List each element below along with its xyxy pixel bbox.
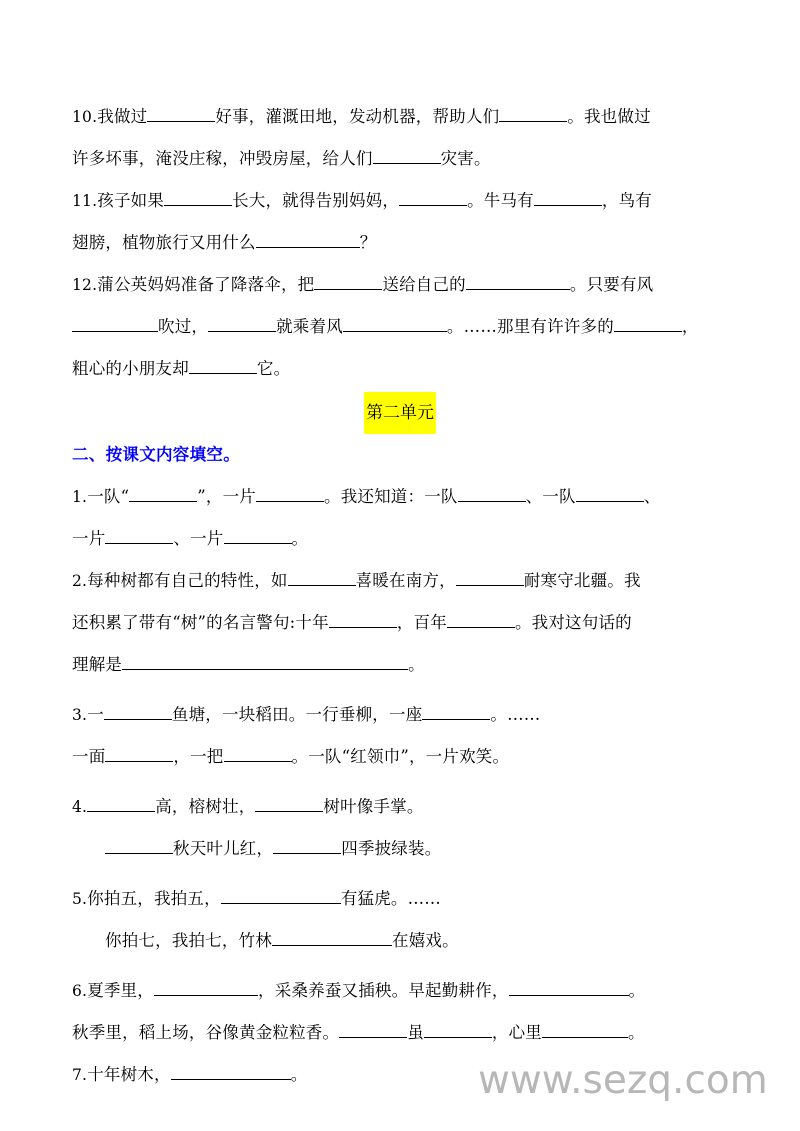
blank-field[interactable] [499, 104, 567, 122]
question-2-text-c: 耐寒守北疆。我 [523, 571, 641, 590]
spacer [72, 778, 728, 786]
question-1-text-h: 。 [291, 529, 309, 548]
question-5-text-a: 你拍五，我拍五， [87, 889, 221, 908]
watermark: www.sezq.com [478, 1058, 768, 1103]
question-11-text-e: 翅膀，植物旅行又用什么 [72, 233, 256, 252]
unit-heading: 第二单元 [364, 392, 436, 434]
question-4-line-2 [72, 828, 728, 870]
question-6-text-e: 虽 [407, 1023, 424, 1042]
question-1-line-2 [72, 518, 728, 560]
question-5-text-c: 你拍七，我拍七，竹林 [105, 931, 272, 950]
question-11-text-a: 孩子如果 [97, 191, 165, 210]
question-6-text-c: 。 [628, 981, 646, 1000]
question-3-number: 3. [72, 706, 88, 724]
blank-field[interactable] [164, 188, 232, 206]
question-12 [72, 264, 728, 390]
document-body [72, 96, 728, 1096]
spacer [72, 686, 728, 694]
question-5-line-2 [72, 920, 728, 962]
question-10-line-2 [72, 138, 728, 180]
question-11-line-1 [72, 180, 728, 222]
question-4-text-d: 四季披绿装。 [341, 839, 442, 858]
question-10-text-a: 我做过 [97, 107, 148, 126]
question-4-number: 4. [72, 798, 88, 816]
question-12-text-a: 蒲公英妈妈准备了降落伞，把 [97, 275, 315, 294]
blank-field[interactable] [288, 568, 356, 586]
question-2-line-2 [72, 602, 728, 644]
blank-field[interactable] [399, 188, 467, 206]
question-2-text-h: 。 [408, 655, 425, 674]
question-4-line-1 [72, 786, 728, 828]
question-10-text-d: 许多坏事，淹没庄稼，冲毁房屋，给人们 [72, 149, 373, 168]
question-2-text-e: ，百年 [396, 613, 447, 632]
question-2-text-b: 喜暖在南方， [355, 571, 456, 590]
question-12-text-b: 送给自己的 [382, 275, 466, 294]
question-2-text-a: 每种树都有自己的特性，如 [87, 571, 288, 590]
blank-field[interactable] [343, 314, 447, 332]
question-12-text-e: 就乘着风 [276, 317, 343, 336]
blank-field[interactable] [509, 978, 629, 996]
blank-field[interactable] [72, 314, 158, 332]
blank-field[interactable] [339, 1020, 407, 1038]
blank-field[interactable] [422, 702, 490, 720]
question-2-text-d: 还积累了带有“树”的名言警句:十年 [72, 613, 329, 632]
question-7-number: 7. [72, 1066, 88, 1084]
question-12-text-h: 粗心的小朋友却 [72, 359, 189, 378]
question-2-number: 2. [72, 572, 88, 590]
question-2-line-3 [72, 644, 728, 686]
question-11-text-c: 。牛马有 [467, 191, 534, 210]
blank-field[interactable] [614, 314, 682, 332]
question-3-line-1 [72, 694, 728, 736]
question-11-text-f: ？ [359, 233, 377, 252]
question-6-text-f: ，心里 [491, 1023, 543, 1042]
question-2-text-g: 理解是 [72, 655, 123, 674]
question-3 [72, 694, 728, 778]
blank-field[interactable] [576, 484, 644, 502]
question-12-line-1 [72, 264, 728, 306]
question-6-text-b: ，采桑养蚕又插秧。早起勤耕作， [258, 981, 509, 1000]
question-12-text-g: ， [681, 317, 699, 336]
blank-field[interactable] [87, 794, 155, 812]
unit-heading-row [72, 392, 728, 434]
blank-field[interactable] [466, 272, 570, 290]
question-10-text-c: 。我也做过 [567, 107, 651, 126]
blank-field[interactable] [208, 314, 276, 332]
blank-field[interactable] [256, 230, 360, 248]
question-1 [72, 476, 728, 560]
blank-field[interactable] [104, 702, 172, 720]
blank-field[interactable] [154, 978, 258, 996]
blank-field[interactable] [105, 526, 173, 544]
question-12-text-i: 它。 [256, 359, 291, 378]
blank-field[interactable] [424, 1020, 492, 1038]
question-10 [72, 96, 728, 180]
question-11-text-b: 长大，就得告别妈妈， [232, 191, 400, 210]
blank-field[interactable] [255, 794, 323, 812]
question-6-number: 6. [72, 982, 88, 1000]
question-1-text-f: 一片 [72, 529, 106, 548]
question-6-line-2 [72, 1012, 728, 1054]
blank-field[interactable] [458, 484, 526, 502]
blank-field[interactable] [147, 104, 215, 122]
question-2-text-f: 。我对这句话的 [514, 613, 632, 632]
blank-field[interactable] [256, 484, 324, 502]
question-3-text-d: 一面 [72, 747, 106, 766]
question-10-text-b: 好事，灌溉田地，发动机器，帮助人们 [215, 107, 500, 126]
blank-field[interactable] [105, 744, 173, 762]
question-1-text-g: 、一片 [173, 529, 224, 548]
question-11-text-d: ，鸟有 [601, 191, 652, 210]
question-5-text-d: 在嬉戏。 [392, 931, 459, 950]
blank-field[interactable] [105, 836, 173, 854]
blank-field[interactable] [272, 928, 392, 946]
question-1-text-c: 。我还知道：一队 [324, 487, 458, 506]
question-1-text-d: 、一队 [525, 487, 576, 506]
question-6-text-a: 夏季里， [87, 981, 155, 1000]
question-3-text-c: 。…… [490, 705, 541, 724]
question-4-text-b: 树叶像手掌。 [323, 797, 424, 816]
blank-field[interactable] [224, 744, 292, 762]
question-10-number: 10. [72, 108, 98, 126]
question-3-text-e: ，一把 [173, 747, 224, 766]
question-7-text-b: 。 [290, 1065, 308, 1084]
blank-field[interactable] [542, 1020, 628, 1038]
question-5-text-b: 有猛虎。…… [340, 889, 442, 908]
question-1-text-e: 、 [643, 487, 661, 506]
question-12-line-3 [72, 348, 728, 390]
question-5 [72, 878, 728, 962]
question-4 [72, 786, 728, 870]
blank-field[interactable] [224, 526, 292, 544]
question-12-text-f: 。……那里有许许多的 [446, 317, 614, 336]
question-3-line-2 [72, 736, 728, 778]
blank-field[interactable] [373, 146, 441, 164]
blank-field[interactable] [171, 1062, 291, 1080]
question-4-text-c: 秋天叶儿红， [173, 839, 274, 858]
question-4-text-a: 高，榕树壮， [155, 797, 256, 816]
blank-field[interactable] [189, 356, 257, 374]
blank-field[interactable] [129, 484, 197, 502]
question-3-text-b: 鱼塘，一块稻田。一行垂柳，一座 [171, 705, 423, 724]
blank-field[interactable] [329, 610, 397, 628]
question-6 [72, 970, 728, 1054]
blank-field[interactable] [221, 886, 341, 904]
spacer [72, 962, 728, 970]
blank-field[interactable] [314, 272, 382, 290]
question-5-line-1 [72, 878, 728, 920]
question-7-text-a: 十年树木， [87, 1065, 171, 1084]
question-12-number: 12. [72, 276, 98, 294]
question-11 [72, 180, 728, 264]
spacer [72, 870, 728, 878]
question-12-line-2 [72, 306, 728, 348]
question-10-text-e: 灾害。 [440, 149, 491, 168]
question-10-line-1 [72, 96, 728, 138]
question-1-text-a: 一队“ [87, 487, 130, 506]
question-1-text-b: ”，一片 [197, 487, 256, 506]
question-6-text-d: 秋季里，稻上场，谷像黄金粒粒香。 [72, 1023, 340, 1042]
question-12-text-d: 吹过， [158, 317, 209, 336]
question-11-line-2 [72, 222, 728, 264]
question-6-line-1 [72, 970, 728, 1012]
question-6-text-g: 。 [628, 1023, 645, 1042]
question-11-number: 11. [72, 192, 98, 210]
blank-field[interactable] [534, 188, 602, 206]
blank-field[interactable] [447, 610, 515, 628]
blank-field[interactable] [273, 836, 341, 854]
question-12-text-c: 。只要有风 [569, 275, 654, 294]
question-1-number: 1. [72, 488, 88, 506]
question-3-text-a: 一 [87, 705, 104, 724]
section-heading: 二、按课文内容填空。 [72, 445, 240, 464]
question-2 [72, 560, 728, 686]
blank-field[interactable] [122, 652, 408, 670]
question-3-text-f: 。一队“红领巾”，一片欢笑。 [291, 747, 510, 766]
question-1-line-1 [72, 476, 728, 518]
blank-field[interactable] [456, 568, 524, 586]
question-2-line-1 [72, 560, 728, 602]
question-5-number: 5. [72, 890, 88, 908]
